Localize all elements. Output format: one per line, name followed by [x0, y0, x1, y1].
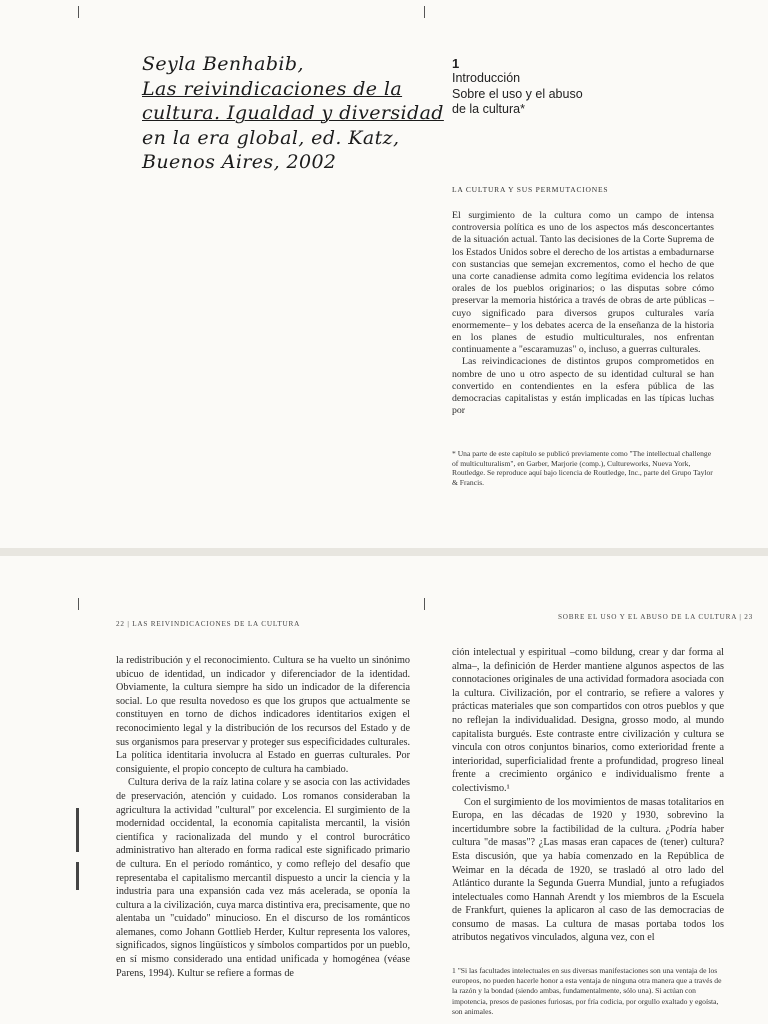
handwritten-line: Las reivindicaciones de la — [142, 77, 403, 100]
body-text-top — [452, 210, 714, 417]
paragraph: ción intelectual y espiritual –como bildung, crear y dar forma al alma–, la definición de Herder mantiene algunos aspectos de las connotaciones originales de una actividad formadora asociada con la cultura. Civilización, por el contrario, se refiere a valores y prácticas materiales que son compartidos con otros pueblos y que no reflejan la individualidad. Designa, grosso modo, al mundo capitalista burgués. Este contraste entre civilización y cultura se vincula con otros conjuntos binarios, como exterioridad frente a interioridad, superficialidad frente a profundidad, progreso lineal frente a crecimiento orgánico e individualismo frente a colectivismo.¹ — [452, 647, 724, 794]
paragraph: la redistribución y el reconocimiento. Cultura se ha vuelto un sinónimo ubicuo de identidad, un indicador y diferenciador de la identidad. Obviamente, la cultura siempre ha sido un indicador de la diferencia social. Lo que resulta novedoso es que los grupos que actualmente se constituyen en torno de dichos indicadores identitarios exigen el reconocimiento legal y la distribución de los recursos del Estado y de sus organismos para preservar y proteger sus especificidades culturales. La política identitaria involucra al Estado en guerras culturales. Por consiguiente, el propio concepto de cultura ha cambiado. — [116, 655, 410, 775]
scan-divider — [0, 548, 768, 556]
chapter-number: 1 — [452, 56, 460, 71]
margin-mark — [76, 808, 79, 852]
crop-mark — [424, 598, 425, 610]
handwritten-line: Buenos Aires, 2002 — [142, 151, 337, 173]
footnote: * Una parte de este capítulo se publicó previamente como "The intellectual challenge of multiculturalism", en Garber, Marjorie (comp.), Cultureworks, Nueva York, Routledge. Se reproduce aquí bajo licencia de Routledge, Inc., parte del Grupo Taylor & Francis. — [452, 449, 713, 487]
body-text-page-22 — [116, 654, 410, 980]
crop-mark — [424, 6, 425, 18]
paragraph: Con el surgimiento de los movimientos de masas totalitarios en Europa, en las décadas de 1920 y 1930, sobrevino la incertidumbre sobre la factibilidad de la cultura. ¿Podría haber cultura "de masas"? ¿Las masas eran capaces de (tener) cultura? Esta discusión, que ya había comenzado en la República de Weimar en la década de 1920, se trasladó al otro lado del Atlántico durante la Segunda Guerra Mundial, junto a refugiados intelectuales como Hannah Arendt y los miembros de la Escuela de Frankfurt, quienes la aplicaron al caso de las democracias de consumo de masas. La cultura de masas portaba todos los atributos negativos vinculados, alguna vez, con el — [452, 796, 724, 944]
chapter-title-line: de la cultura* — [452, 102, 525, 116]
footnote: 1 "Si las facultades intelectuales en sus diversas manifestaciones son una ventaja de los europeos, no pueden hacerle honor a esta ventaja de ninguna otra manera que a través de la razón y la bondad (siendo ambas, fundamentalmente, sólo una). Si actúan con impotencia, presos de pasiones furiosas, por fría codicia, por orgullo exaltado y egoísta, son animales. — [452, 966, 722, 1016]
chapter-title — [452, 71, 583, 118]
chapter-title-line: Introducción — [452, 71, 521, 85]
section-heading: LA CULTURA Y SUS PERMUTACIONES — [452, 185, 609, 194]
chapter-title-line: Sobre el uso y el abuso — [452, 86, 583, 101]
handwritten-citation — [142, 52, 444, 175]
handwritten-line: cultura. Igualdad y diversidad — [142, 102, 444, 124]
crop-mark — [78, 598, 79, 610]
running-head-right: SOBRE EL USO Y EL ABUSO DE LA CULTURA | 23 — [558, 613, 754, 621]
margin-mark — [76, 862, 79, 890]
paragraph: Las reivindicaciones de distintos grupos comprometidos en nombre de uno u otro aspecto de su identidad cultural se han convertido en contendientes en la esfera pública de las democracias capitalistas y están implicadas en las típicas luchas por — [452, 356, 714, 417]
crop-mark — [78, 6, 79, 18]
handwritten-line: Seyla Benhabib, — [142, 53, 304, 75]
running-head-left: 22 | LAS REIVINDICACIONES DE LA CULTURA — [116, 620, 301, 628]
body-text-page-23 — [452, 646, 724, 945]
paragraph: El surgimiento de la cultura como un campo de intensa controversia política es uno de los aspectos más desconcertantes de la situación actual. Tanto las decisiones de la Corte Suprema de los Estados Unidos sobre el derecho de los artistas a embadurnarse con sustancias que semejan excrementos, como el hecho de que una corte canadiense admita como legítima evidencia los relatos orales de los pueblos originarios; o las disputas sobre cómo preservar la memoria histórica a través de obras de arte públicas –cuyo significado para diversos grupos culturales varía enormemente– y los debates acerca de la enseñanza de la historia en los planes de estudio multiculturales, nos enfrentan continuamente a "escaramuzas" o, incluso, a guerras culturales. — [452, 210, 714, 356]
handwritten-line: en la era global, ed. Katz, — [142, 126, 400, 149]
paragraph: Cultura deriva de la raíz latina colare y se asocia con las actividades de preservación, atención y cuidado. Los romanos consideraban la agricultura la actividad "cultural" por excelencia. El surgimiento de la modernidad occidental, la economía capitalista mercantil, la visión científica y racionalizada del mundo y el control burocrático administrativo han alterado en forma radical este significado primario de cultura. En el período romántico, y como reflejo del desafío que representaba el capitalismo mercantil dispuesto a uncir la ciencia y la industria para una expansión cada vez más acelerada, se oponía la cultura a la civilización, cuya marca distintiva era, precisamente, que no alentaba un "cuidado" minucioso. En el discurso de los románticos alemanes, como Johann Gottlieb Herder, Kultur representa los valores, significados, signos lingüísticos y símbolos compartidos por un pueblo, en sí mismo considerado una entidad unificada y homogénea (véase Parens, 1994). Kultur se refiere a formas de — [116, 777, 410, 979]
